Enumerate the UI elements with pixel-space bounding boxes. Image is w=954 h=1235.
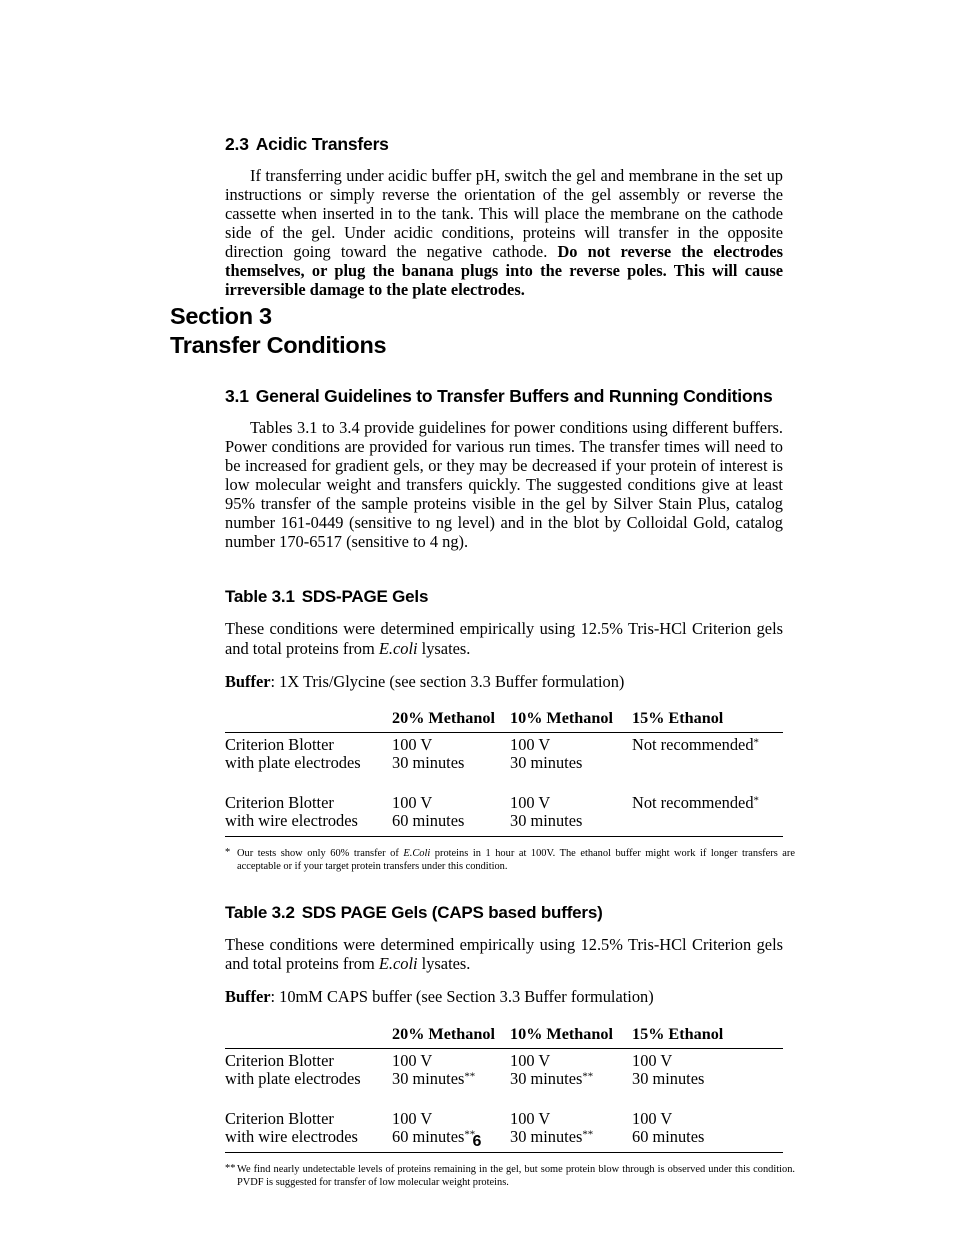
heading-2-3-number: 2.3 <box>225 134 249 154</box>
footnote-marker: ** <box>225 1162 236 1174</box>
table-3-2-row-0-col-c-line1-wrap <box>632 1052 783 1071</box>
table-3-1-row-1-label-line2: with wire electrodes <box>225 811 358 831</box>
table-3-2-row-0-col-b-line2: 30 minutes <box>510 1069 583 1089</box>
table-3-1-row-1-label-line1: Criterion Blotter <box>225 792 334 812</box>
table-3-1-row-1-col-b <box>510 773 632 837</box>
table-row <box>225 732 783 773</box>
table-3-2-row-1-col-b-line1: 100 V <box>510 1108 551 1128</box>
table-3-1-row-1-col-a-line1: 100 V <box>392 792 433 812</box>
table-3-2-row-1-col-a-line1: 100 V <box>392 1108 433 1128</box>
table-3-2-row-1-col-c-line1: 100 V <box>632 1108 673 1128</box>
table-3-1-row-0-label-line2: with plate electrodes <box>225 753 361 773</box>
section-3-1-block <box>225 386 795 1189</box>
spacer <box>225 1153 783 1163</box>
table-3-2-row-0-col-b-line2-wrap <box>510 1070 632 1089</box>
spacer <box>225 973 783 987</box>
table-3-2-row-0-col-c-line2: 30 minutes <box>632 1069 705 1089</box>
spacer <box>170 360 783 386</box>
table-3-2-row-1-label-line2: with wire electrodes <box>225 1127 358 1147</box>
table-3-2-row-0-label <box>225 1048 392 1089</box>
table-3-1-row-0-col-a-line2-wrap <box>392 754 510 773</box>
table-3-1-row-1-col-a <box>392 773 510 837</box>
table-3-1-row-1-col-c-line1-wrap <box>632 794 783 813</box>
table-3-2-row-1-label-line1: Criterion Blotter <box>225 1108 334 1128</box>
spacer <box>225 607 783 619</box>
table-3-1-header-20-methanol: 20% Methanol <box>392 708 495 727</box>
section-3-block <box>170 302 795 1189</box>
table-3-2-row-0-col-a <box>392 1048 510 1089</box>
spacer <box>225 923 783 935</box>
table-3-2-intro-organism: E.coli <box>378 954 418 974</box>
spacer <box>225 658 783 672</box>
table-3-1-buffer-text: : 1X Tris/Glycine (see section 3.3 Buffer formulation) <box>270 671 625 691</box>
table-3-1-header-row <box>225 709 783 733</box>
heading-2-3 <box>225 134 783 156</box>
footnote-marker: ** <box>582 1128 594 1141</box>
table-3-2-header-15-ethanol: 15% Ethanol <box>632 1024 724 1043</box>
table-3-1-row-0-label <box>225 732 392 773</box>
table-3-2-head <box>225 1025 783 1049</box>
table-3-1-header-10-methanol: 10% Methanol <box>510 708 613 727</box>
paragraph-2-3-warning: Do not reverse the electrodes themselves, or plug the banana plugs into the reverse poles. This will cause irreversible damage to the plate electrodes. <box>225 242 783 300</box>
table-3-1-buffer-label: Buffer <box>225 671 271 691</box>
table-3-2-buffer-label: Buffer <box>225 987 271 1007</box>
table-3-2-row-0-col-a-line1: 100 V <box>392 1050 433 1070</box>
footnote-marker: * <box>753 794 759 807</box>
spacer <box>225 156 783 166</box>
table-3-1-row-1-col-b-line1: 100 V <box>510 792 551 812</box>
caption-table-3-2 <box>225 903 783 923</box>
table-3-2-buffer-text: : 10mM CAPS buffer (see Section 3.3 Buffer formulation) <box>270 987 654 1007</box>
table-3-1-row-0-col-c-line1-wrap <box>632 736 783 755</box>
table-3-2-buffer <box>225 987 783 1006</box>
heading-3-1 <box>225 386 783 408</box>
table-3-2-row-1-col-c-line1-wrap <box>632 1110 783 1129</box>
table-3-2-header-blank <box>225 1025 392 1049</box>
table-3-1-row-0-col-c <box>632 732 783 773</box>
table-3-1-row-1-label <box>225 773 392 837</box>
table-3-1-row-1-col-a-line2: 60 minutes <box>392 811 465 831</box>
caption-table-3-2-title: SDS PAGE Gels (CAPS based buffers) <box>301 903 603 923</box>
table-3-1-header-blank <box>225 709 392 733</box>
section-2-3-block <box>225 134 783 299</box>
table-3-1-row-0-col-b <box>510 732 632 773</box>
table-3-1-head <box>225 709 783 733</box>
table-3-1-footnote-part2: proteins in 1 hour at 100V. The ethanol buffer might work if longer transfers are acceptable or if your target protein transfers under this condition. <box>237 847 795 873</box>
table-3-1-row-0-col-c-line1: Not recommended <box>632 734 754 754</box>
table-3-2-header-10-methanol: 10% Methanol <box>510 1024 613 1043</box>
table-3-1-intro-part2: lysates. <box>417 638 471 658</box>
caption-table-3-2-number: Table 3.2 <box>225 903 295 923</box>
table-3-1-row-0-col-b-line2-wrap <box>510 754 632 773</box>
table-3-1-footnote-part1: Our tests show only 60% transfer of <box>237 847 404 859</box>
footnote-marker: ** <box>464 1128 476 1141</box>
paragraph-2-3 <box>225 166 783 299</box>
table-3-1-row-1-col-b-line2-wrap <box>510 812 632 831</box>
footnote-marker: * <box>225 846 231 858</box>
footnote-marker: ** <box>582 1070 594 1083</box>
page-number: 6 <box>472 1133 482 1150</box>
table-3-2-row-0-label-line2: with plate electrodes <box>225 1069 361 1089</box>
table-3-2-header-row <box>225 1025 783 1049</box>
table-3-1-footnote-organism: E.Coli <box>403 847 431 859</box>
section-3-title: Transfer Conditions <box>170 332 387 359</box>
heading-3-1-number: 3.1 <box>225 386 249 407</box>
table-3-2-row-0-col-a-line2-wrap <box>392 1070 510 1089</box>
spacer <box>225 837 783 847</box>
table-3-1-intro-part1: These conditions were determined empirically using 12.5% Tris-HCl Criterion gels and total proteins from <box>225 619 783 658</box>
table-3-1-row-1-col-b-line2: 30 minutes <box>510 811 583 831</box>
spacer <box>225 1007 783 1025</box>
table-3-2-footnote-text: We find nearly undetectable levels of proteins remaining in the gel, but some protein blow through is observed under this condition. PVDF is suggested for transfer of low molecular weight proteins. <box>237 1163 795 1189</box>
table-3-2-row-0-label-line1: Criterion Blotter <box>225 1050 334 1070</box>
paragraph-2-3-text: If transferring under acidic buffer pH, switch the gel and membrane in the set up instructions or simply reverse the orientation of the gel assembly or reverse the cassette when inserted in to the tank. This will place the membrane on the cathode side of the gel. Under acidic conditions, proteins will transfer in the opposite direction going toward the negative cathode. <box>225 165 783 262</box>
footnote-marker: ** <box>464 1070 476 1083</box>
table-3-2-row-1-col-c-line2: 60 minutes <box>632 1127 705 1147</box>
heading-3-1-title: General Guidelines to Transfer Buffers and Running Conditions <box>255 386 773 407</box>
table-3-1-row-0-col-b-line1: 100 V <box>510 734 551 754</box>
caption-table-3-1-title: SDS-PAGE Gels <box>301 587 429 607</box>
table-3-2-row-0-col-b-line1: 100 V <box>510 1050 551 1070</box>
table-3-1-row-0-label-line1: Criterion Blotter <box>225 734 334 754</box>
table-3-2-row-1-col-b-line2: 30 minutes <box>510 1127 583 1147</box>
table-3-1-row-1-col-c-line1: Not recommended <box>632 792 754 812</box>
table-3-1-intro <box>225 619 783 657</box>
table-3-2-row-0-col-b <box>510 1048 632 1089</box>
spacer <box>225 691 783 709</box>
table-3-2-row-0-col-a-line2: 30 minutes <box>392 1069 465 1089</box>
table-3-2-row-1-col-a-line2: 60 minutes <box>392 1127 465 1147</box>
caption-table-3-1 <box>225 587 783 607</box>
table-3-1 <box>225 709 783 837</box>
table-3-1-row-0-col-a-line2: 30 minutes <box>392 753 465 773</box>
table-3-2-intro <box>225 935 783 973</box>
table-3-2-intro-part1: These conditions were determined empirically using 12.5% Tris-HCl Criterion gels and total proteins from <box>225 935 783 974</box>
section-3-label: Section 3 <box>170 303 272 329</box>
footnote-marker: * <box>753 736 759 749</box>
paragraph-3-1: Tables 3.1 to 3.4 provide guidelines for power conditions using different buffers. Power conditions are provided for various run times. The transfer times will need to be increased for gradient gels, or they may be decreased if your protein of interest is low molecular weight and transfers quickly. The suggested conditions give at least 95% transfer of the sample proteins visible in the gel by Silver Stain Plus, catalog number 161-0449 (sensitive to ng level) and in the blot by Colloidal Gold, catalog number 170-6517 (sensitive to 4 ng). <box>225 418 783 552</box>
table-3-1-row-0-col-a-line1: 100 V <box>392 734 433 754</box>
table-3-1-row-0-col-b-line2: 30 minutes <box>510 753 583 773</box>
table-3-2-row-0-col-c-line2-wrap <box>632 1070 783 1089</box>
caption-table-3-1-number: Table 3.1 <box>225 587 295 607</box>
table-3-1-intro-organism: E.coli <box>378 638 418 658</box>
heading-2-3-title: Acidic Transfers <box>255 134 389 154</box>
table-3-1-row-1-col-a-line2-wrap <box>392 812 510 831</box>
table-3-1-buffer <box>225 672 783 691</box>
table-row <box>225 1048 783 1089</box>
table-3-1-row-1-col-c <box>632 773 783 837</box>
table-3-1-row-0-col-a <box>392 732 510 773</box>
table-3-1-header-15-ethanol: 15% Ethanol <box>632 708 724 727</box>
spacer <box>225 408 783 418</box>
table-3-2-row-0-col-c-line1: 100 V <box>632 1050 673 1070</box>
table-3-1-footnote <box>225 847 795 873</box>
table-3-2-row-0-col-c <box>632 1048 783 1089</box>
table-3-2-header-20-methanol: 20% Methanol <box>392 1024 495 1043</box>
table-3-2-footnote <box>225 1163 795 1189</box>
spacer <box>225 551 783 587</box>
table-row <box>225 773 783 837</box>
spacer <box>225 873 783 903</box>
table-3-2-intro-part2: lysates. <box>417 954 471 974</box>
table-3-1-body <box>225 732 783 836</box>
